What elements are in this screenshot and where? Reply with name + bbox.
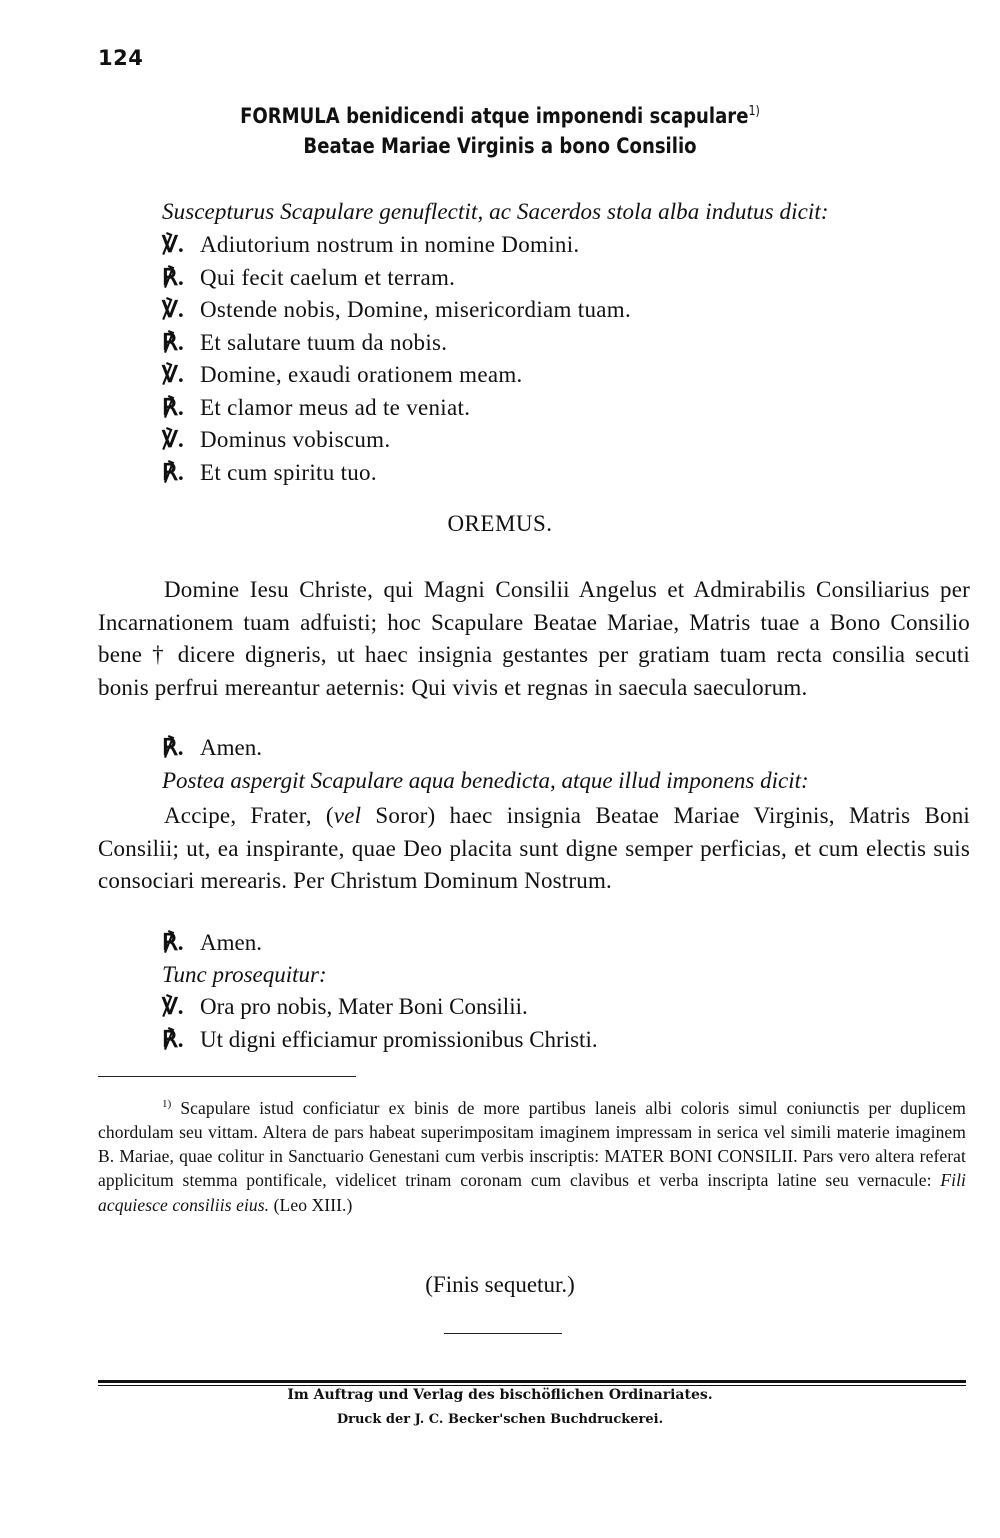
footnote-italic: Fili acquiesce consiliis eius. [98, 1170, 966, 1215]
accipe-paragraph [98, 800, 970, 898]
footnote-end: (Leo XIII.) [269, 1194, 353, 1215]
response-symbol: ℟. [162, 329, 185, 355]
response-line [162, 262, 631, 295]
response-symbol: ℟. [162, 930, 184, 955]
versicle-text: Adiutorium nostrum in nomine Domini. [200, 232, 580, 257]
versicle-text: Ora pro nobis, Mater Boni Consilii. [200, 994, 528, 1019]
response-text: Ut digni efficiamur promissionibus Christi. [200, 1027, 598, 1052]
amen-text: Amen. [200, 735, 262, 760]
short-divider [444, 1333, 562, 1334]
rubric-intro: Suscepturus Scapulare genuflectit, ac Sacerdos stola alba indutus dicit: [162, 199, 829, 224]
versicle-ora [162, 994, 528, 1020]
title-text-1: FORMULA benidicendi atque imponendi scapulare [240, 104, 749, 128]
rubric-postea: Postea aspergit Scapulare aqua benedicta, atque illud imponens dicit: [162, 768, 809, 793]
response-symbol: ℟. [162, 264, 185, 290]
response-symbol: ℟. [162, 459, 185, 485]
response-text: Et cum spiritu tuo. [200, 459, 377, 485]
prayer-paragraph: Domine Iesu Christe, qui Magni Consilii Angelus et Admirabilis Consiliarius per Incarnationem tuam adfuisti; hoc Scapulare Beatae Mariae, Matris tuae a Bono Consilio bene † dicere digneris, ut haec insignia gestantes per gratiam tuam recta consilia secuti bonis perfrui mereantur aeternis: Qui vivis et regnas in saecula saeculorum. [98, 577, 970, 700]
versicle-text: Domine, exaudi orationem meam. [200, 362, 523, 387]
accipe-text-after: Soror) haec insignia Beatae Mariae Virginis, Matris Boni Consilii; ut, ea inspirante, quae Deo placita sunt digne semper perficias, et cum electis suis consociari merearis. Per Christum Dominum Nostrum. [98, 803, 970, 893]
versicle-line [162, 294, 631, 327]
response-text: Qui fecit caelum et terram. [200, 264, 456, 290]
accipe-vel: vel [333, 803, 362, 828]
amen-response-2 [162, 930, 262, 956]
response-text: Et salutare tuum da nobis. [200, 329, 448, 355]
response-line [162, 392, 631, 425]
versicle-line [162, 229, 631, 262]
oremus-heading: OREMUS. [447, 511, 553, 536]
response-symbol: ℟. [162, 394, 185, 420]
response-symbol: ℟. [162, 1027, 184, 1052]
footnote-mark: 1) [162, 1098, 172, 1110]
footnote [98, 1092, 966, 1217]
footnote-divider [98, 1076, 356, 1077]
versicle-list [162, 229, 631, 489]
rubric-tunc: Tunc prosequitur: [162, 962, 327, 987]
title-line-2: Beatae Mariae Virginis a bono Consilio [303, 134, 697, 158]
response-line [162, 327, 631, 360]
response-text: Et clamor meus ad te veniat. [200, 394, 471, 420]
amen-text: Amen. [200, 930, 262, 955]
response-line [162, 457, 631, 490]
versicle-line [162, 359, 631, 392]
versicle-text: Dominus vobiscum. [200, 427, 391, 452]
versicle-symbol: ℣. [162, 427, 185, 452]
imprint-line-2: Druck der J. C. Becker'schen Buchdruckerei. [336, 1412, 664, 1427]
imprint-line-1: Im Auftrag und Verlag des bischöflichen Ordinariates. [287, 1387, 713, 1403]
response-symbol: ℟. [162, 735, 184, 760]
accipe-text-before: Accipe, Frater, ( [164, 803, 334, 828]
finis-note: (Finis sequetur.) [425, 1272, 575, 1297]
response-ut [162, 1027, 598, 1053]
title-footnote-mark: 1) [748, 104, 760, 119]
versicle-symbol: ℣. [162, 232, 185, 257]
amen-response-1 [162, 735, 262, 761]
versicle-text: Ostende nobis, Domine, misericordiam tuam. [200, 297, 631, 322]
imprint-rule-thin [98, 1385, 966, 1386]
footnote-text: Scapulare istud conficiatur ex binis de more partibus laneis albi coloris simul coniunctis per duplicem chordulam seu vittam. Altera de pars habeat superimpositam imaginem impressam in serica vel simili materie imaginem B. Mariae, quae colitur in Sanctuario Genestani cum verbis inscriptis: MATER BONI CONSILII. Pars vero altera referat applicitum stemma pontificale, videlicet trinam coronam cum clavibus et verba inscripta latine seu vernacule: [98, 1097, 966, 1191]
versicle-line [162, 424, 631, 457]
versicle-symbol: ℣. [162, 362, 185, 387]
versicle-symbol: ℣. [162, 994, 184, 1019]
page-number: 124 [98, 46, 144, 70]
title-line-1 [208, 98, 793, 130]
versicle-symbol: ℣. [162, 297, 185, 322]
imprint-rule-thick [98, 1380, 966, 1383]
